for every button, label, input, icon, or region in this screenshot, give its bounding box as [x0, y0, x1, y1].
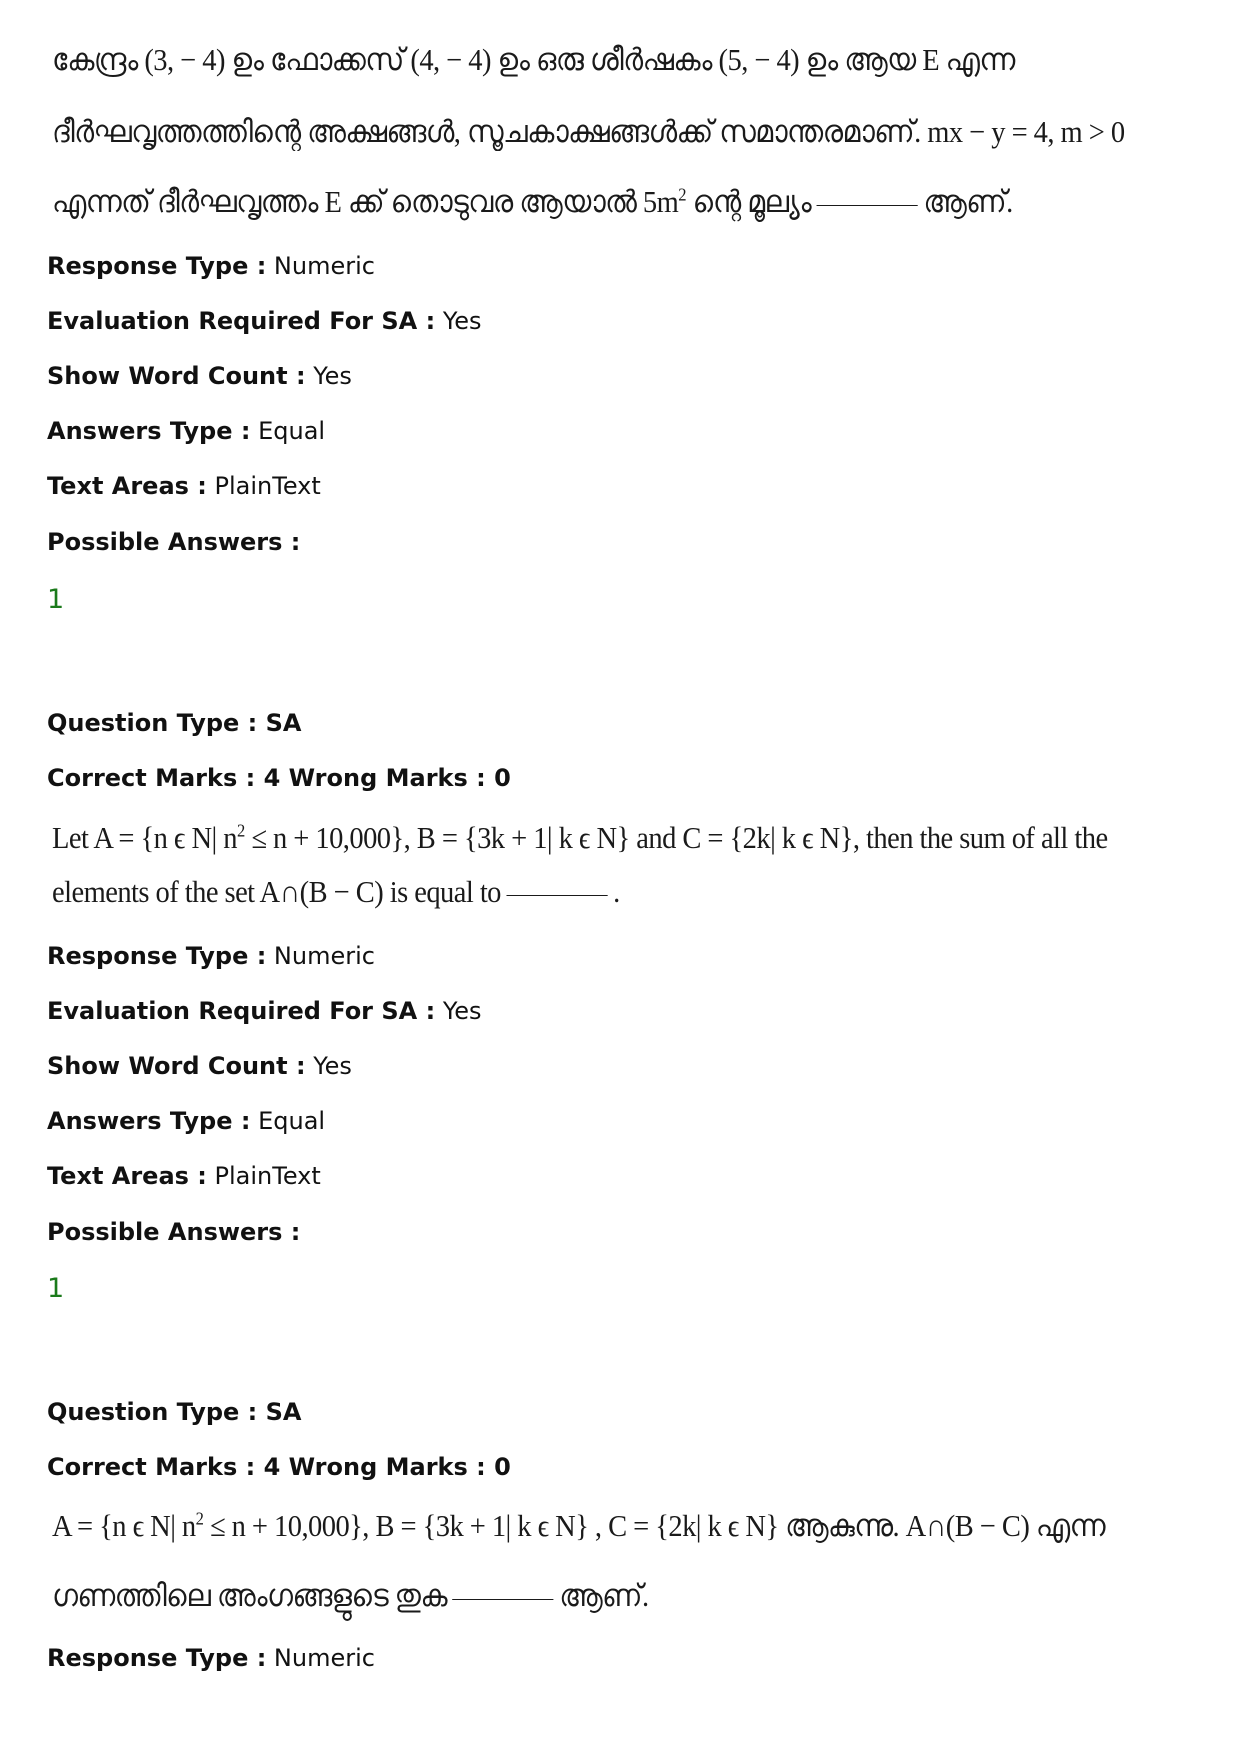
answer-blank: [817, 204, 918, 206]
q3-marks: Correct Marks : 4 Wrong Marks : 0: [47, 1453, 511, 1481]
q2-possible-answers: Possible Answers :: [47, 1218, 301, 1246]
q2-answers-type: Answers Type : Equal: [47, 1107, 326, 1135]
q3-text-line-1: A = {n ϵ N| $n^2 \le n + 10,000$}, B = {3k + 1| k ϵ N} , C = {2k| k ϵ N} ആകുന്നു. A∩(B − C) എന്ന: [52, 1508, 1106, 1543]
q1-evaluation-required: Evaluation Required For SA : Yes: [47, 307, 482, 335]
q1-text-line-1: കേന്ദ്രം (3, − 4) ഉം ഫോക്കസ് (4, − 4) ഉം ഒരു ശീർഷകം (5, − 4) ഉം ആയ E എന്ന: [52, 42, 1015, 77]
q1-show-word-count: Show Word Count : Yes: [47, 362, 352, 390]
q1-text-areas: Text Areas : PlainText: [47, 472, 321, 500]
q2-text-line-2: elements of the set A∩(B − C) is equal to .: [52, 874, 620, 909]
q3-text-line-2: ഗണത്തിലെ അംഗങ്ങളുടെ തുക ആണ്.: [52, 1578, 649, 1613]
answer-blank: [453, 1598, 554, 1600]
q1-text-line-3: എന്നത് ദീർഘവൃത്തം E ക്ക് തൊടുവര ആയാൽ $5m^2$ ന്റെ മൂല്യം ആണ്.: [52, 184, 1013, 219]
q2-response-type: Response Type : Numeric: [47, 942, 375, 970]
q2-show-word-count: Show Word Count : Yes: [47, 1052, 352, 1080]
q1-answers-type: Answers Type : Equal: [47, 417, 326, 445]
q2-evaluation-required: Evaluation Required For SA : Yes: [47, 997, 482, 1025]
q3-question-type: Question Type : SA: [47, 1398, 302, 1426]
q2-marks: Correct Marks : 4 Wrong Marks : 0: [47, 764, 511, 792]
q1-text-line-2: ദീർഘവൃത്തത്തിന്റെ അക്ഷങ്ങൾ, സൂചകാക്ഷങ്ങൾക്ക് സമാന്തരമാണ്. mx − y = 4, m > 0: [52, 114, 1125, 149]
q1-possible-answers: Possible Answers :: [47, 528, 301, 556]
q1-response-type: Response Type : Numeric: [47, 252, 375, 280]
q2-question-type: Question Type : SA: [47, 709, 302, 737]
q2-text-line-1: Let A = {n ϵ N| $n^2 \le n + 10,000$}, B = {3k + 1| k ϵ N} and C = {2k| k ϵ N}, then the sum of all the: [52, 820, 1108, 855]
q1-answer-value: 1: [47, 584, 65, 615]
q2-answer-value: 1: [47, 1273, 65, 1304]
answer-blank: [506, 894, 607, 896]
q2-text-areas: Text Areas : PlainText: [47, 1162, 321, 1190]
q3-response-type: Response Type : Numeric: [47, 1644, 375, 1672]
